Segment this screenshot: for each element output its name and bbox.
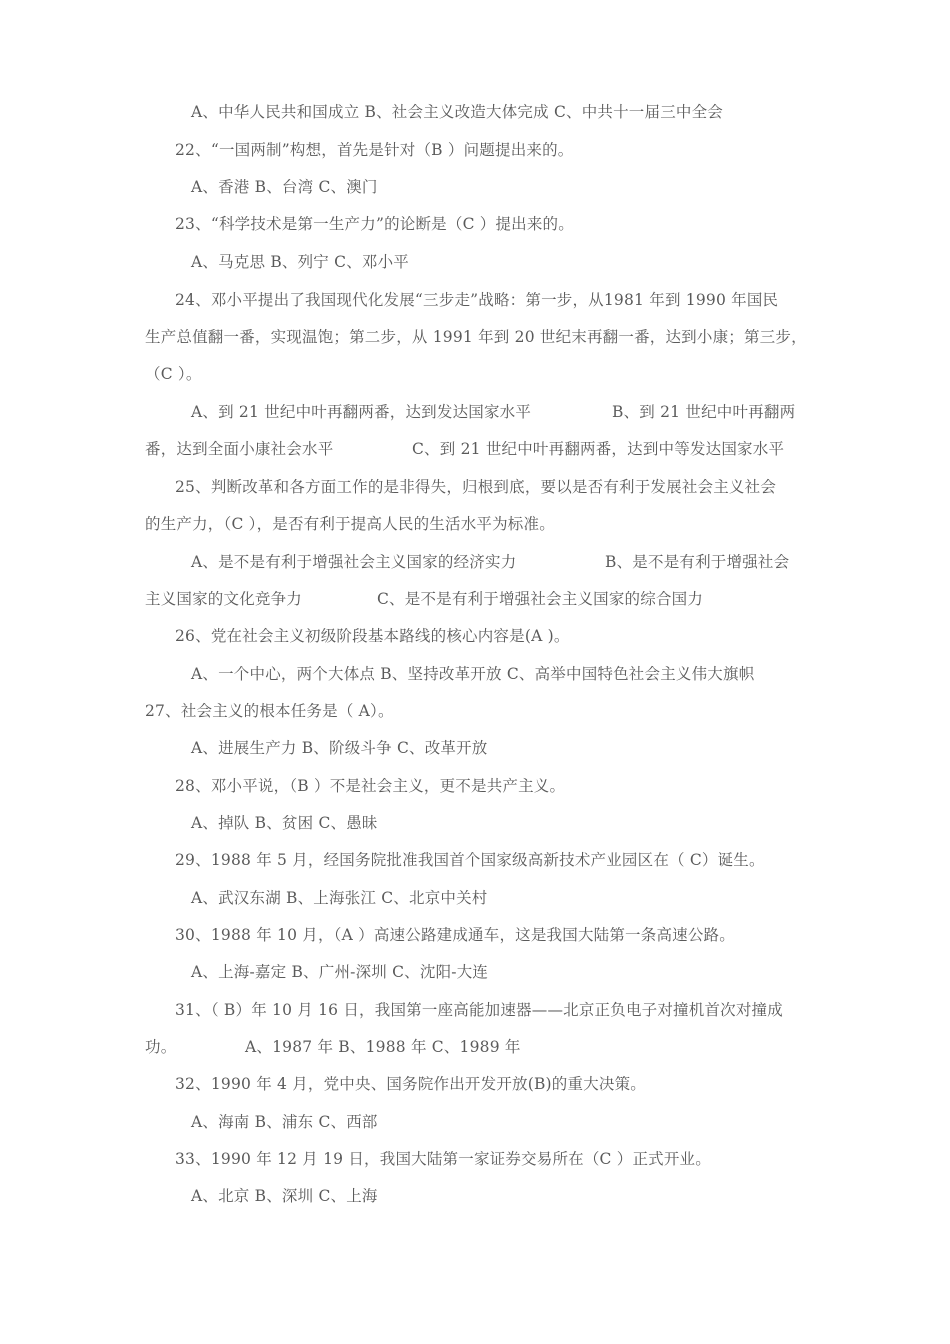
q32-options: A、海南 B、浦东 C、西部: [191, 1113, 378, 1131]
q25-question-line2: 的生产力，（C ），是否有利于提高人民的生活水平为标准。: [145, 515, 555, 533]
q31-options: A、1987 年 B、1988 年 C、1989 年: [245, 1038, 521, 1056]
q30-question: 30、1988 年 10 月，（A ）高速公路建成通车，这是我国大陆第一条高速公路。: [175, 926, 735, 944]
q22-question: 22、“一国两制”构想，首先是针对（B ）问题提出来的。: [175, 141, 574, 159]
q23-options: A、马克思 B、列宁 C、邓小平: [191, 253, 409, 271]
q24-option-c: C、到 21 世纪中叶再翻两番，达到中等发达国家水平: [412, 440, 785, 458]
q28-question: 28、邓小平说，（B ）不是社会主义，更不是共产主义。: [175, 777, 566, 795]
q24-option-b-part2: 番，达到全面小康社会水平: [145, 440, 334, 458]
q25-option-b-part2: 主义国家的文化竞争力: [145, 590, 303, 608]
q27-options: A、进展生产力 B、阶级斗争 C、改革开放: [191, 739, 488, 757]
q25-question-line1: 25、判断改革和各方面工作的是非得失，归根到底，要以是否有利于发展社会主义社会: [175, 478, 777, 496]
q24-question-line3: （C ）。: [145, 365, 202, 383]
q32-question: 32、1990 年 4 月，党中央、国务院作出开发开放(B)的重大决策。: [175, 1075, 646, 1093]
q24-question-line1: 24、邓小平提出了我国现代化发展“三步走”战略：第一步，从1981 年到 1990 年国民: [175, 291, 779, 309]
q29-options: A、武汉东湖 B、上海张江 C、北京中关村: [191, 889, 488, 907]
q33-options: A、北京 B、深圳 C、上海: [191, 1187, 378, 1205]
q33-question: 33、1990 年 12 月 19 日，我国大陆第一家证券交易所在（C ）正式开业。: [175, 1150, 711, 1168]
q28-options: A、掉队 B、贫困 C、愚昧: [191, 814, 378, 832]
q22-options: A、香港 B、台湾 C、澳门: [191, 178, 378, 196]
q31-question-line2: 功。: [145, 1038, 177, 1056]
q27-question: 27、社会主义的根本任务是（ A）。: [145, 702, 394, 720]
q26-question: 26、党在社会主义初级阶段基本路线的核心内容是(A )。: [175, 627, 570, 645]
q31-question-line1: 31、（ B）年 10 月 16 日，我国第一座高能加速器——北京正负电子对撞机首次对撞成: [175, 1001, 783, 1019]
q25-option-a: A、是不是有利于增强社会主义国家的经济实力: [191, 553, 517, 571]
q24-option-a: A、到 21 世纪中叶再翻两番，达到发达国家水平: [191, 403, 532, 421]
q29-question: 29、1988 年 5 月，经国务院批准我国首个国家级高新技术产业园区在（ C）诞生。: [175, 851, 765, 869]
q25-option-c: C、是不是有利于增强社会主义国家的综合国力: [377, 590, 704, 608]
q30-options: A、上海-嘉定 B、广州-深圳 C、沈阳-大连: [191, 963, 489, 981]
q24-option-b-part1: B、到 21 世纪中叶再翻两: [612, 403, 796, 421]
q24-question-line2: 生产总值翻一番，实现温饱；第二步，从 1991 年到 20 世纪末再翻一番，达到小康；第三步，: [145, 328, 807, 346]
q26-options: A、一个中心，两个大体点 B、坚持改革开放 C、高举中国特色社会主义伟大旗帜: [191, 665, 755, 683]
q23-question: 23、“科学技术是第一生产力”的论断是（C ）提出来的。: [175, 215, 574, 233]
q21-options: A、中华人民共和国成立 B、社会主义改造大体完成 C、中共十一届三中全会: [191, 103, 723, 121]
q25-option-b-part1: B、是不是有利于增强社会: [605, 553, 790, 571]
